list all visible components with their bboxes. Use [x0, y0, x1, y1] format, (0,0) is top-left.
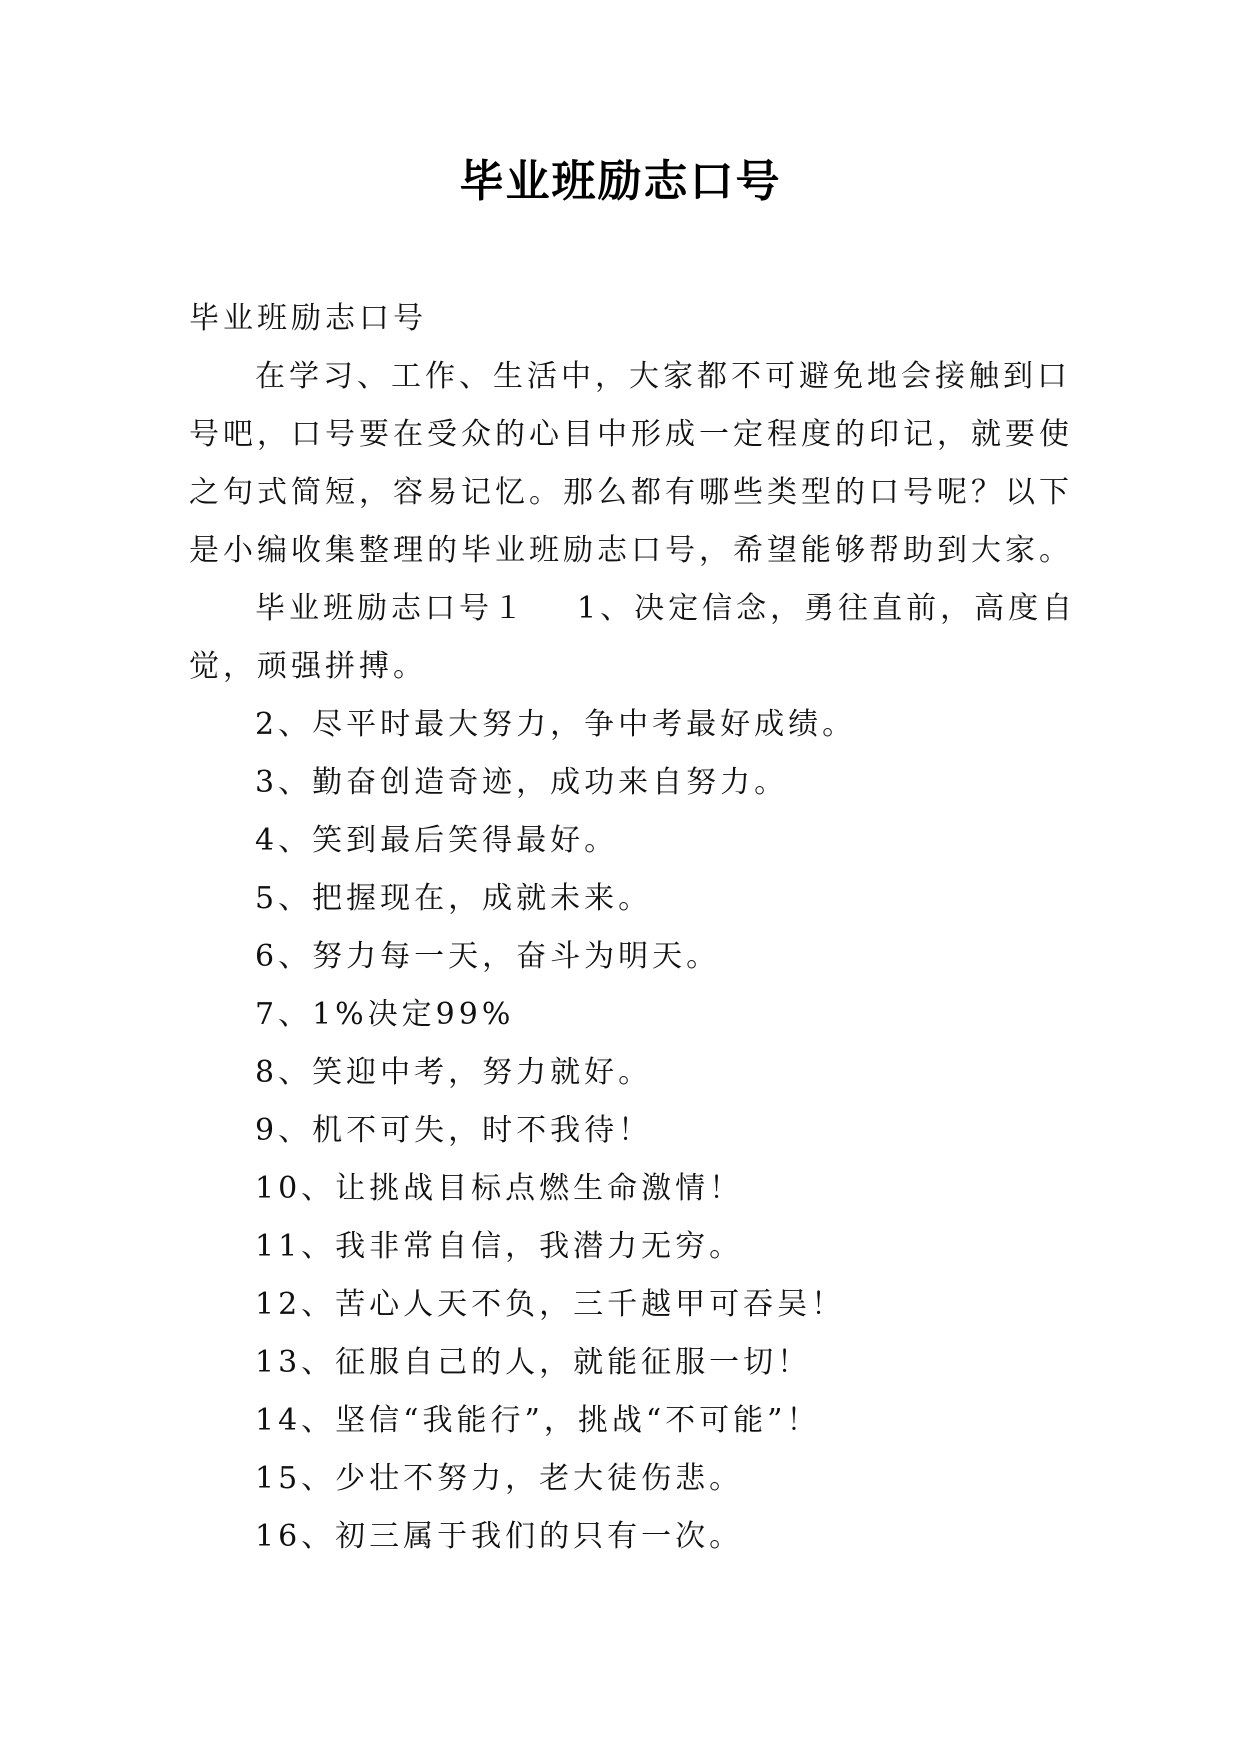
intro-line-2: 号吧，口号要在受众的心目中形成一定程度的印记，就要使 [189, 417, 1073, 452]
slogan-item-3: 3、勤奋创造奇迹，成功来自努力。 [255, 765, 789, 800]
slogan-item-5: 5、把握现在，成就未来。 [255, 881, 653, 916]
slogan-item-11: 11、我非常自信，我潜力无穷。 [255, 1229, 744, 1264]
slogan-item-7: 7、1%决定99% [255, 997, 515, 1032]
slogan-item-15: 15、少壮不努力，老大徒伤悲。 [255, 1461, 744, 1496]
slogan-item-4: 4、笑到最后笑得最好。 [255, 823, 619, 858]
slogan-item-1-part-b: 觉，顽强拼搏。 [189, 649, 427, 684]
slogan-item-16: 16、初三属于我们的只有一次。 [255, 1519, 744, 1554]
slogan-item-9: 9、机不可失，时不我待！ [255, 1113, 653, 1148]
slogan-item-12: 12、苦心人天不负，三千越甲可吞吴！ [255, 1287, 846, 1322]
document-body [189, 290, 1077, 1566]
intro-line-3: 之句式简短，容易记忆。那么都有哪些类型的口号呢？以下 [189, 475, 1073, 510]
document-title: 毕业班励志口号 [459, 156, 782, 207]
intro-line-1: 在学习、工作、生活中，大家都不可避免地会接触到口 [255, 359, 1071, 394]
slogan-item-14: 14、坚信“我能行”，挑战“不可能”！ [255, 1403, 821, 1438]
intro-line-4: 是小编收集整理的毕业班励志口号，希望能够帮助到大家。 [189, 533, 1073, 568]
slogan-item-1-part-a: 1、决定信念，勇往直前，高度自 [577, 591, 1077, 626]
slogan-item-2: 2、尽平时最大努力，争中考最好成绩。 [255, 707, 857, 742]
section-heading: 毕业班励志口号１ [255, 591, 527, 626]
section-line [189, 580, 1077, 638]
document-subtitle: 毕业班励志口号 [189, 301, 427, 336]
slogan-item-8: 8、笑迎中考，努力就好。 [255, 1055, 653, 1090]
slogan-item-10: 10、让挑战目标点燃生命激情！ [255, 1171, 744, 1206]
slogan-item-6: 6、努力每一天，奋斗为明天。 [255, 939, 721, 974]
slogan-item-13: 13、征服自己的人，就能征服一切！ [255, 1345, 812, 1380]
